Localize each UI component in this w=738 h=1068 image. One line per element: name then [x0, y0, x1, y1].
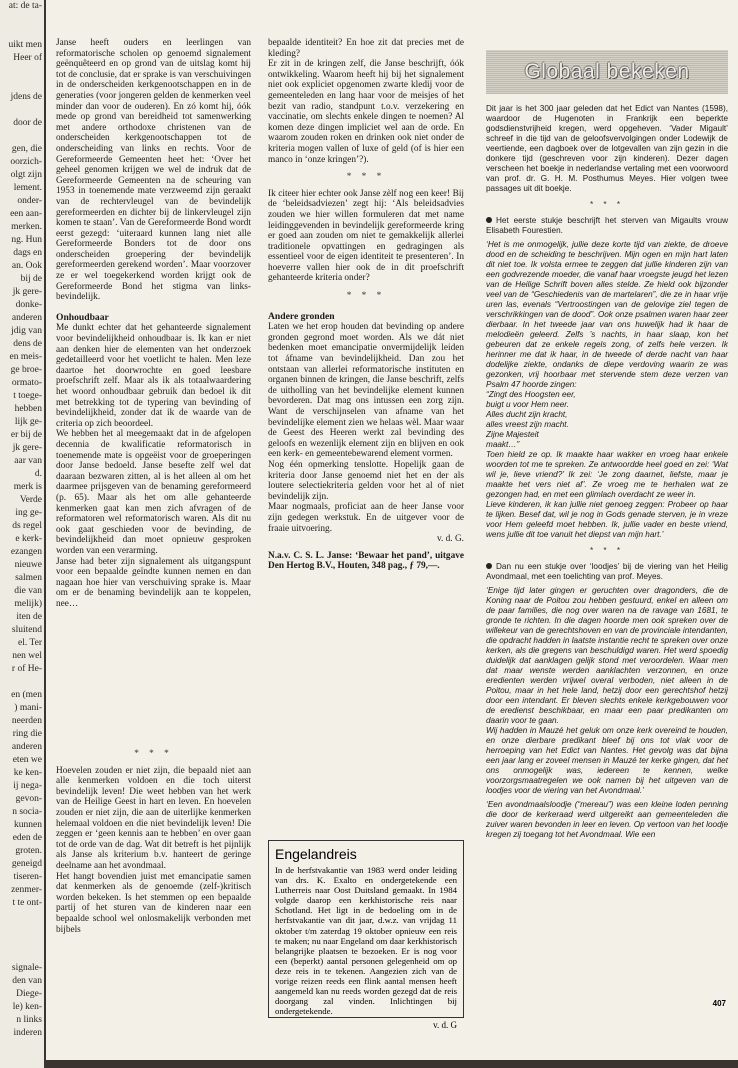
bullet-item-2 — [486, 562, 728, 582]
col1-heading: Onhoudbaar — [56, 311, 109, 323]
section-divider: * * * — [346, 172, 386, 183]
left-margin-line: aar van — [14, 456, 42, 466]
left-margin-line: kunnen — [14, 820, 42, 830]
left-margin-line: ring die — [12, 729, 42, 739]
left-margin-line: e kerk- — [15, 534, 42, 544]
left-margin-line: d. — [34, 469, 42, 479]
left-margin-line: een aan- — [10, 209, 42, 219]
left-margin-line — [0, 936, 44, 949]
left-margin-line: an. Ook — [11, 261, 42, 271]
left-margin-line: ) mani- — [14, 703, 42, 713]
left-margin-line: gevon- — [15, 794, 42, 804]
bullet-icon — [486, 217, 492, 223]
left-margin-line — [0, 13, 44, 26]
left-margin-line — [0, 65, 44, 78]
verse-line: Zijne Majesteit — [486, 430, 539, 439]
col2-paragraph-1: bepaalde identiteit? En hoe zit dat precies met de kleding? — [268, 38, 464, 59]
left-margin-line — [0, 130, 44, 143]
left-margin-line: eten we — [12, 755, 42, 765]
psalm-verse — [486, 390, 728, 450]
col1-paragraph-5: Hoevelen zouden er niet zijn, die bepaald niet aan alle kenmerken voldoen en die toch uiterst bevindelijk leven! Die weet hebben van het werk van de Heilige Geest in hart en leven. En hoevelen zouden er niet zijn, die aan de uiterlijke kenmerken helemaal voldoen en die niet bevindelijk leven! Die zeggen er ‘geen kennis aan te hebben’ en over gaan tot de orde van de dag. Wat dit betreft is het pijnlijk als Janse als kriterium b.v. hanteert de geringe deelname aan het avondmaal. — [56, 765, 251, 871]
quote-paragraph: ‘Een avondmaalsloodje (“mereau”) was een kleine loden penning die door de kerkeraad werd uitgereikt aan gemeenteleden die zuiver waren bevonden in leer en leven. Op vertoon van het loodje kregen zij toegang tot het Avondmaal. Wie een — [486, 800, 728, 839]
author-signature: v. d. G. — [436, 534, 464, 545]
section-banner — [486, 50, 728, 94]
left-margin-line: en meis- — [9, 352, 42, 362]
verse-line: alles vreest zijn macht. — [486, 420, 569, 429]
box-title: Engelandreis — [275, 846, 357, 862]
left-margin-line: r of He- — [11, 664, 42, 674]
left-margin-line: en (men — [11, 690, 42, 700]
bullet-item-1 — [486, 216, 728, 236]
left-margin-line: n links — [16, 1015, 42, 1025]
left-margin-line: Diege- — [16, 989, 42, 999]
left-margin-line: merk is — [13, 482, 42, 492]
quote-paragraph: Wij hadden in Mauzé het geluk om onze kerk overeind te houden, en onze dierbare predikant bleef bij ons tot vlak voor de herroeping van het Edict van Nantes. Het gevolg was dat bijna een jaar lang er zoveel mensen in Mauzé ter kerke gingen, dat het ons onmogelijk was, iedereen te kennen, welke voorzorgsmaatregelen we ook namen bij het uitgeven van de loodjes voor de viering van het Avondmaal.’ — [486, 726, 728, 795]
quote-paragraph: ‘Enige tijd later gingen er geruchten over dragonders, die de Koning naar de Poitou zou hebben gestuurd, enkel en alleen om de paar families, die nog over waren na de ravage van 1681, te gronde te richten. In die dagen hoorde men ook spreken over de willekeur van de gerechtshoven en van de provinciale intendanten, die opdracht hadden in laatste instantie recht te spreken over onze kerken, als die gregens van beschuldigd waren. Het werd spoedig duidelijk dat aanklagen gelijk stond met veroordelen. Waar men dat maar wenste werden aanklachten verzonnen, en onze eredienten werden vrijwel overal verboden, niet alleen in de Poitou, maar in het hele land, hetzij door een gerechtshof hetzij door een intendant. Er bleven slechts enkele kerkgebouwen voor de eredienst beschikbaar, en maar een paar predikanten om daarin voor te gaan. — [486, 586, 728, 725]
left-margin-line: merken. — [11, 222, 42, 232]
box-signature: v. d. G — [433, 1020, 457, 1031]
left-margin-line — [0, 78, 44, 91]
left-margin-line: el. Ter — [18, 638, 42, 648]
box-body: In de herfstvakantie van 1983 werd onder leiding van drs. K. Exalto en ondergetekende een Lutherreis naar Oost Duitsland gemaakt. In 1984 volgde daarop een kerkhistorische reis naar Schotland. Het ligt in de bedoeling om in de herfstvakantie van dit jaar, d.w.z. van vrijdag 11 oktober t/m zaterdag 19 oktober opnieuw een reis te maken; nu naar Engeland om daar kerkhistorisch belangrijke plaatsen te bezoeken. Er is nog voor een (beperkt) aantal personen gelegenheid om op deze reis in te tekenen. Aangezien zich van de vorige reizen reeds een flink aantal mensen heeft aangemeld kan nu reeds worden gezegd dat de reis doorgang zal vinden. Inlichtingen bij ondergetekende. — [275, 865, 457, 1017]
left-margin-line: hebben — [14, 404, 42, 414]
column-2 — [268, 38, 464, 572]
col2-paragraph-5: Nog één opmerking tenslotte. Hopelijk gaan de kriteria door Janse genoemd niet het en der als loutere selectiekriteria gelden voor het al of niet bevindelijk zijn. — [268, 459, 464, 502]
left-margin-line — [0, 910, 44, 923]
verse-line: buigt u voor Hem neer. — [486, 400, 569, 409]
left-margin-line: nen wel — [12, 651, 42, 661]
col2-heading: Andere gronden — [268, 310, 335, 322]
section-divider: * * * — [589, 546, 625, 555]
left-margin-line: jdig van — [11, 326, 42, 336]
left-margin-line: door de — [13, 118, 42, 128]
col1-paragraph-2: Me dunkt echter dat het gehanteerde signalement voor bevindelijkheid onhoudbaar is. Ik kan er niet aan denken hier de elementen van het onderzoek gedetailleerd voor het voetlicht te halen. Men leze daartoe het doorwrochte en goed leesbare proefschrift zelf. Maar als ik als totaalwaardering het woord onhoudbaar gebruik dan bedoel ik dit met betrekking tot de typering van bevinding of bevindelijkheid, zonder dat ik de waarde van de criteria op zich beoordeel. — [56, 323, 251, 429]
left-margin-line: tiseren- — [13, 872, 42, 882]
left-margin-line — [0, 104, 44, 117]
left-margin-line: neerden — [11, 716, 42, 726]
left-margin-line: anderen — [11, 742, 42, 752]
left-margin-line: lijk ge- — [14, 417, 42, 427]
col1-paragraph-3: We hebben het al meegemaakt dat in de afgelopen decennia de kwalificatie reformatorisch in toenemende mate is opgeëist voor de groeperingen door Janse bedoeld. Janse besefte zelf wel dat daaraan bezwaren zitten, al is het alleen al om het daarmee prijsgeven van de benaming gereformeerd (p. 65). Maar als het om alle gehanteerde kenmerken gaat kan men zich afvragen of de reformatoren wel reformatorisch waren. Als dit nu ook gaat geschieden voor de bevinding, de bevindelijkheid dan moet opnieuw gesproken worden van een verarming. — [56, 429, 251, 556]
left-margin-line: eden de — [12, 833, 42, 843]
left-margin-line: olgt zijn — [10, 170, 42, 180]
left-margin-line: oorzich- — [10, 157, 42, 167]
column-3 — [486, 104, 728, 840]
intro-paragraph: Dit jaar is het 300 jaar geleden dat het Edict van Nantes (1598), waardoor de Hugenoten in Frankrijk een beperkte godsdienstvrijheid kregen, werd opgeheven. ‘Vader Migault’ schreef in die tijd van de geloofsvervolgingen onder Lodewijk de veertiende, een dagboek over de lotgevallen van zijn gezin in die donkere tijd (geschreven voor zijn kinderen). Dezer dagen verscheen het boekje in nederlandse vertaling met een voorwoord van prof. dr. G. H. M. Posthumus Meyes. Hier volgen twee passages uit dit boekje. — [486, 104, 728, 193]
left-margin-line: gen, die — [11, 144, 42, 154]
left-margin-line: sluitend — [11, 625, 42, 635]
left-margin-line: signale- — [11, 963, 42, 973]
quote-paragraph: Toen hield ze op. Ik maakte haar wakker en vroeg haar enkele woorden tot me te spreken. Ze antwoordde heel goed en zei: ‘Wat wil je, lieve vriend?’ Ik zei: ‘Je zong daarnet, liefste, maar je maakte het vers niet af’. Ze vroeg me te herhalen wat ze gezongen had, en met een glimlach overdacht ze weer in. — [486, 450, 728, 499]
verse-line: “Zingt des Hoogsten eer, — [486, 390, 576, 399]
left-margin-line — [0, 26, 44, 39]
col2-paragraph-6: Maar nogmaals, proficiat aan de heer Janse voor zijn gedegen werkstuk. En de uitgever voor de fraaie uitvoering. — [268, 502, 464, 534]
left-margin-line: ds regel — [12, 521, 42, 531]
left-margin-line: n socia- — [12, 807, 42, 817]
left-margin-line: ormato- — [11, 378, 42, 388]
engelandreis-box — [268, 840, 464, 1031]
left-margin-line: geneigd — [11, 859, 42, 869]
left-margin-line: jk gere- — [12, 287, 42, 297]
quote-paragraph: Lieve kinderen, ik kan jullie niet genoeg zeggen: Probeer op haar te lijken. Besef dat, wil je nog in Gods genade sterven, je in vreze voor Hem geleefd moet hebben. Ik, jullie vader en beste vriend, wens jullie dit toe vanuit het diepst van mijn hart.’ — [486, 500, 728, 539]
left-margin-line: melijk) — [14, 599, 42, 609]
left-margin-line: ng. Hun — [11, 235, 42, 245]
left-margin-line — [0, 949, 44, 962]
left-margin-line: at: de ta- — [8, 1, 42, 11]
left-margin-line: onder- — [17, 196, 42, 206]
book-citation: N.a.v. C. S. L. Janse: ‘Bewaar het pand’, uitgave Den Hertog B.V., Houten, 348 pag., ƒ 79,—. — [268, 550, 464, 572]
left-margin-line — [0, 923, 44, 936]
left-margin-line: ing ge- — [15, 508, 42, 518]
left-page-margin — [0, 0, 44, 1068]
left-margin-line: t toege- — [13, 391, 42, 401]
col2-paragraph-3: Ik citeer hier echter ook Janse zèlf nog een keer! Bij de ‘beleidsadviezen’ zegt hij: ‘Als beleidsadvies zouden we hier willen formuleren dat met name leidinggevenden in bevindelijk gereformeerde kring er goed aan zouden om niet te gemakkelijk allerlei traditionele opvattingen en gedragingen als essentieel voor de eigen identiteit te presenteren’. In hoeverre vallen hier ook de in dit proefschrift gehanteerde kriteria onder? — [268, 188, 464, 284]
col1-paragraph-6: Het hangt bovendien juist met emancipatie samen dat kenmerken als de genoemde (zelf-)kritisch worden bekeken. Is het stemmen op een bepaalde partij of het sturen van de kinderen naar een bepaalde school wel onlosmakelijk verbonden met bijbels — [56, 871, 251, 935]
left-margin-line: nieuwe — [14, 560, 42, 570]
left-margin-line: dags en — [13, 248, 42, 258]
col1-paragraph-4: Janse had beter zijn signalement als uitgangspunt voor een bepaalde geïndte kunnen nemen en dan nagaan hoe hier van verschuiving sprake is. Maar om er de benaming bevindelijk aan te koppelen, nee… — [56, 556, 251, 609]
section-divider: * * * — [134, 749, 173, 759]
verse-line: Alles ducht zijn kracht, — [486, 410, 568, 419]
left-margin-line: inderen — [13, 1028, 42, 1038]
column-1 — [56, 38, 251, 609]
left-margin-line: dens de — [13, 339, 42, 349]
left-margin-line: ke ken- — [13, 768, 42, 778]
left-margin-line: uikt men — [8, 40, 42, 50]
magazine-page — [46, 0, 738, 1060]
bullet-text: Het eerste stukje beschrijft het sterven van Migaults vrouw Elisabeth Fourestien. — [486, 216, 728, 235]
quote-paragraph: ‘Het is me onmogelijk, jullie deze korte tijd van ziekte, de droeve dood en de scheiding te beschrijven. Mijn ogen en mijn hart laten dit niet toe. Ik volsta ermee te zeggen dat jullie kinderen zijn van een godvrezende moeder, die vanaf haar vroegste jeugd het lezen van de Heilige Schrift boven alles stelde. Ze hield ook bijzonder veel van de “Geschiedenis van de martelaren”, die ze in haar vrije uren las, evenals “Vertroostingen van de gelovige ziel tegen de verschrikkingen van de dood”. Ook onze psalmen waren haar zeer dierbaar. In het tweede jaar van ons huwelijk had ik haar de melodieën geleerd. Zelfs ’s nachts, in haar slaap, kon het gebeuren dat ze enkele regels zong, of zelfs hele verzen. Ik herinner me dat ik haar, in de tweede of derde nacht van haar dodelijke ziekte, ondanks de diepe verdoving waarin ze was gezonken, vrij hoorbaar met stervende stem deze verzen van Psalm 47 hoorde zingen: — [486, 240, 728, 389]
left-margin-line: salmen — [15, 573, 42, 583]
left-margin-line: t te ont- — [12, 898, 42, 908]
left-margin-line: iten de — [16, 612, 42, 622]
bullet-text: Dan nu een stukje over ‘loodjes’ bij de viering van het Heilig Avondmaal, met een toelichting van prof. Meyes. — [486, 562, 728, 581]
col2-paragraph-4: Laten we het erop houden dat bevinding op andere gronden gegrond moet worden. Als we dát niet bedenken moet emancipatie onvermijdelijk leiden tot áfname van bevindelijkheid. Dan zou het ontstaan van allerlei reformatorische instituten en organen binnen de kringen, die Janse beschrift, zelfs de uitholling van het bevindelijke element kunnen bevorderen. Dat mag ons intussen een zorg zijn. Want de verschijnselen van afname van het bevindelijke element zien we helaas wèl. Maar waar de Geest des Heeren werkt zal bevinding des geloofs en wezenlijk element zijn en blijven en ook een kerk- en gemeentebewarend element vormen. — [268, 322, 464, 460]
bullet-icon — [486, 563, 492, 569]
left-margin-line: zenmer- — [11, 885, 42, 895]
left-margin-line: er bij de — [10, 430, 42, 440]
left-margin-line — [0, 676, 44, 689]
page-number: 407 — [712, 999, 726, 1008]
left-margin-line: Verde — [19, 495, 42, 505]
left-margin-line: Heer of — [13, 53, 42, 63]
left-margin-line: donke- — [15, 300, 42, 310]
left-margin-line: jdens de — [10, 92, 42, 102]
left-margin-line: bij de — [20, 274, 42, 284]
left-margin-line: groten. — [15, 846, 42, 856]
left-margin-line: anderen — [11, 313, 42, 323]
left-margin-line: den van — [12, 976, 42, 986]
left-margin-line: le) ken- — [12, 1002, 42, 1012]
col1-paragraph-1: Janse heeft ouders en leerlingen van reformatorische scholen op genoemd signalement geënquêteerd en op grond van de uitslag komt hij tot de conclusie, dat er sprake is van verschuivingen in de onderscheiden kerkgenootschappen en in de generaties (voor jongeren gelden de kenmerken veel minder dan voor de ouderen). En zó komt hij, óók mede op grond van bereidheid tot samenwerking met andere orthodoxe christenen van de onderscheiden kerkgenootschappen tot de onderscheiding van links en rechts. Voor de Gereformeerde Gemeenten heet het: ‘Over het geheel genomen krijgen we wel de indruk dat de Gereformeerde Gemeenten na de scheuring van 1953 in toenemende mate verzweemd zijn geraakt van de rechtervleugel van de bevindelijk gereformeerden en dichter bij de linkervleugel zijn komen te staan’. Van de Gereformeerde Bond wordt eerst gezegd: ‘uiteraard kunnen lang niet alle Gereformeerde Bonders tot de door ons onderscheiden groepering der bevindelijk gereformeerden gerekend worden’. Maar voorzover ze er wel toegekerkend worden krijgt ook de Gereformeerde Bond het stigma van links-bevindelijk. — [56, 38, 251, 303]
left-margin-line: ij nega- — [13, 781, 42, 791]
col2-paragraph-2: Er zit in de kringen zelf, die Janse beschrijft, óók ontwikkeling. Waarom heeft hij bij het signalement niet ook expliciet opgenomen zwarte kledij voor de gemeenteleden en lang haar voor de meisjes of het bezit van radio, standpunt t.o.v. verzekering en vaccinatie, om slechts enkele dingen te noemen? Al komen deze dingen impliciet wel aan de orde. En waarom zouden roken en drinken ook niet onder de kriteria mogen vallen of luxe of geld (of is hier een manco in ‘onze kringen’?). — [268, 59, 464, 165]
left-margin-line: die van — [14, 586, 42, 596]
left-margin-line: lement. — [13, 183, 42, 193]
left-margin-line: ge broe- — [10, 365, 42, 375]
banner-title: Globaal bekeken — [524, 60, 690, 83]
left-margin-line: ezangen — [10, 547, 42, 557]
verse-line: maakt…” — [486, 440, 520, 449]
section-divider: * * * — [589, 200, 625, 209]
column-1-lower — [56, 742, 251, 935]
section-divider: * * * — [346, 291, 386, 302]
left-margin-line: jk gere- — [12, 443, 42, 453]
